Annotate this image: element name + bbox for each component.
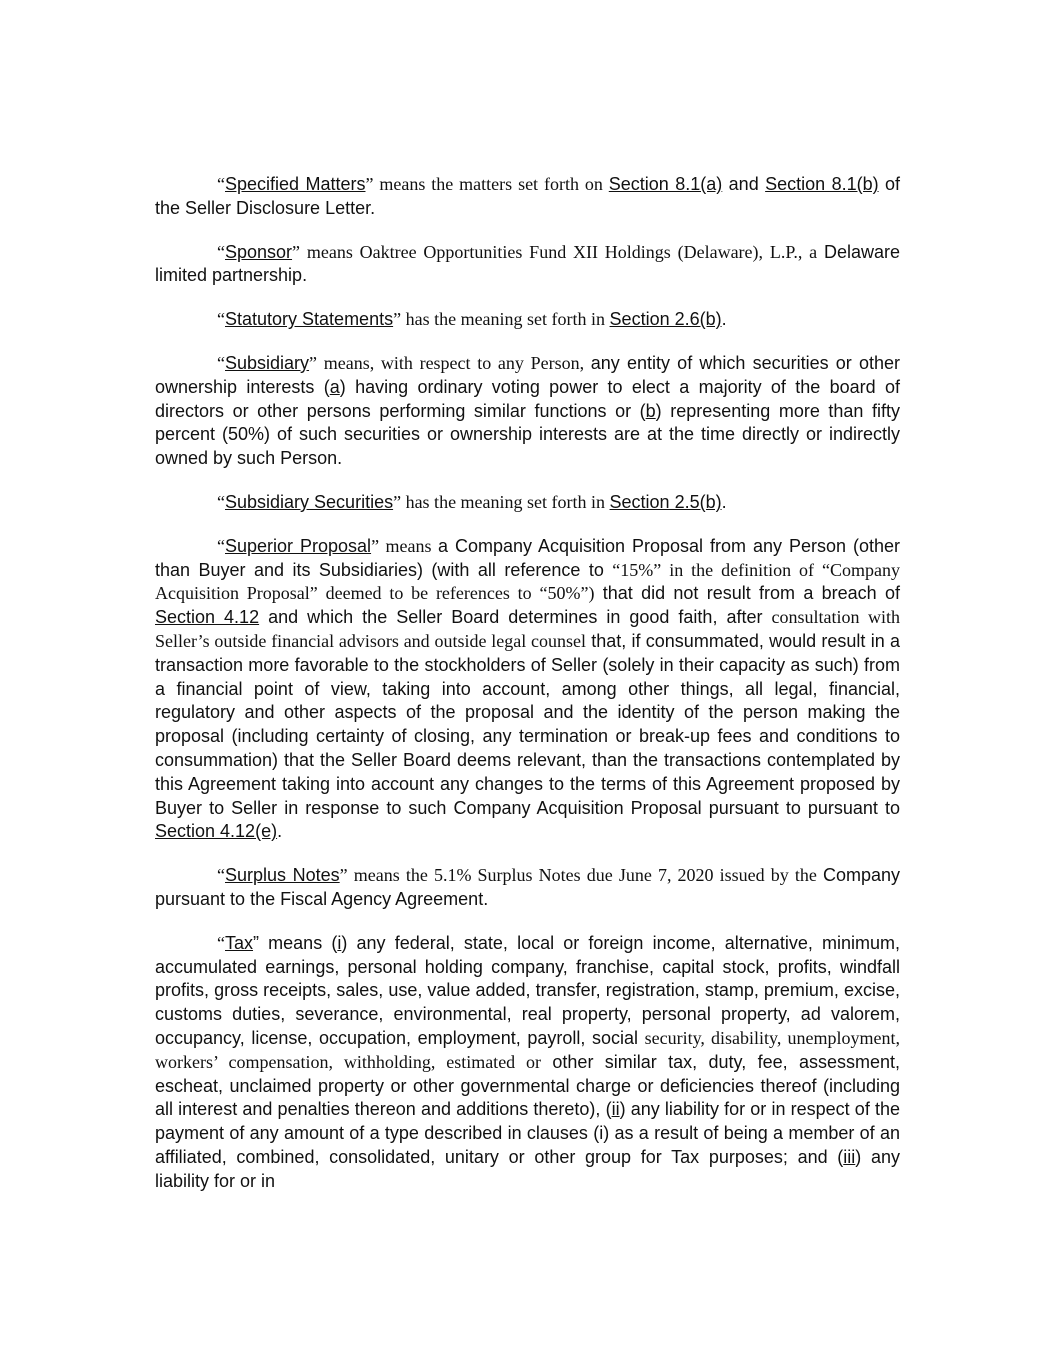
underlined-reference: b xyxy=(645,400,656,421)
text-run: ” has the meaning set forth in xyxy=(393,309,610,330)
text-run: ” means, with respect to any Person, xyxy=(309,352,591,373)
text-run: ) having ordinary voting power to elect a majority of the board of directors or other persons performing similar functions or ( xyxy=(155,376,900,421)
underlined-reference: Surplus Notes xyxy=(225,865,340,886)
text-run: “ xyxy=(217,865,225,886)
underlined-reference: Subsidiary Securities xyxy=(225,491,394,512)
text-run: “ xyxy=(217,491,225,512)
document-page xyxy=(155,173,900,1213)
text-run: “ xyxy=(217,352,225,373)
text-run: ” means the matters set forth on xyxy=(365,174,609,194)
text-run: “ xyxy=(217,309,225,330)
underlined-reference: Section 4.12(e) xyxy=(155,821,278,842)
text-run: “ xyxy=(217,241,225,262)
text-run: ” has the meaning set forth in xyxy=(393,491,610,512)
text-run: “ xyxy=(217,174,225,194)
definition-subsidiary xyxy=(155,352,900,471)
text-run: Delaware limited partnership. xyxy=(155,241,900,286)
text-run: . xyxy=(721,491,727,512)
text-run: ) representing more than fifty percent (50%) of such securities or ownership interests are at the time directly or indirectly owned by such Person. xyxy=(155,400,900,469)
text-run: consultation with Seller’s outside financial advisors and outside legal counsel xyxy=(155,607,900,651)
definition-surplus-notes xyxy=(155,864,900,912)
text-run: and xyxy=(722,174,766,194)
underlined-reference: Superior Proposal xyxy=(225,535,372,556)
text-run: . xyxy=(721,309,727,330)
definition-subsidiary-securities xyxy=(155,491,900,515)
underlined-reference: Section 2.6(b) xyxy=(609,309,722,330)
text-run: that, if consummated, would result in a transaction more favorable to the stockholders of Seller (solely in their capacity as such) from a financial point of view, taking into account, among other things, all legal, financial, regulatory and other aspects of the proposal and the identity of the person making the proposal (including certainty of closing, any termination or break-up fees and conditions to consummation) that the Seller Board deems relevant, than the transactions contemplated by this Agreement taking into account any changes to the terms of this Agreement proposed by Buyer to Seller in response to such Company Acquisition Proposal pursuant to pursuant to xyxy=(155,630,900,818)
underlined-reference: i xyxy=(337,932,342,953)
text-run: Company pursuant to the Fiscal Agency Agreement. xyxy=(155,865,901,909)
text-run: ) any liability for or in respect of the payment of any amount of a type described in clauses (i) as a result of being a member of an affiliated, combined, consolidated, unitary or other group for Tax purposes; and ( xyxy=(155,1099,901,1167)
text-run: ” means Oaktree Opportunities Fund XII Holdings (Delaware), L.P., a xyxy=(292,241,824,262)
text-run: that did not result from a breach of xyxy=(594,583,900,604)
underlined-reference: Specified Matters xyxy=(225,174,366,194)
text-run: ) any liability for or in xyxy=(155,1146,900,1191)
definition-statutory-statements xyxy=(155,308,900,332)
underlined-reference: iii xyxy=(843,1146,856,1167)
text-run: of the Seller Disclosure Letter. xyxy=(155,174,901,218)
underlined-reference: Section 2.5(b) xyxy=(609,491,722,512)
definition-tax xyxy=(155,932,900,1194)
underlined-reference: Tax xyxy=(225,932,254,953)
definition-specified-matters xyxy=(155,173,900,221)
underlined-reference: Section 4.12 xyxy=(155,607,260,628)
text-run: and which the Seller Board determines in good faith, after xyxy=(259,607,772,628)
underlined-reference: ii xyxy=(611,1099,620,1120)
text-run: ) any federal, state, local or foreign income, alternative, minimum, accumulated earnings, personal holding company, franchise, capital stock, profits, windfall profits, gross receipts, sales, use, value added, transfer, registration, stamp, premium, excise, customs duties, severance, environmental, real property, personal property, ad valorem, occupancy, license, occupation, employment, payroll, social xyxy=(155,932,900,1048)
underlined-reference: Section 8.1(b) xyxy=(765,174,879,194)
underlined-reference: a xyxy=(329,376,340,397)
text-run: “ xyxy=(217,535,225,556)
text-run: security, disability, unemployment, workers’ compensation, withholding, estimated or xyxy=(155,1027,900,1072)
text-run: ” means ( xyxy=(253,932,338,953)
underlined-reference: Section 8.1(a) xyxy=(608,174,723,194)
definition-sponsor xyxy=(155,241,900,289)
underlined-reference: Subsidiary xyxy=(225,352,310,373)
text-run: a Company Acquisition Proposal from any Person (other than Buyer and its Subsidiaries) (with all reference to xyxy=(155,535,900,580)
text-run: “15%” in the definition of “Company Acquisition Proposal” deemed to be references to “50%”) xyxy=(155,559,900,604)
text-run: . xyxy=(277,821,283,842)
underlined-reference: Statutory Statements xyxy=(225,309,394,330)
text-run: any entity of which securities or other ownership interests ( xyxy=(155,352,901,397)
text-run: ” means xyxy=(371,535,438,556)
definition-superior-proposal xyxy=(155,535,900,844)
text-run: other similar tax, duty, fee, assessment, escheat, unclaimed property or other governmental charge or deficiencies thereof (including all interest and penalties thereon and additions thereto), ( xyxy=(155,1051,901,1120)
text-run: ” means the 5.1% Surplus Notes due June 7, 2020 issued by the xyxy=(339,865,823,886)
text-run: “ xyxy=(217,932,225,953)
underlined-reference: Sponsor xyxy=(225,241,293,262)
